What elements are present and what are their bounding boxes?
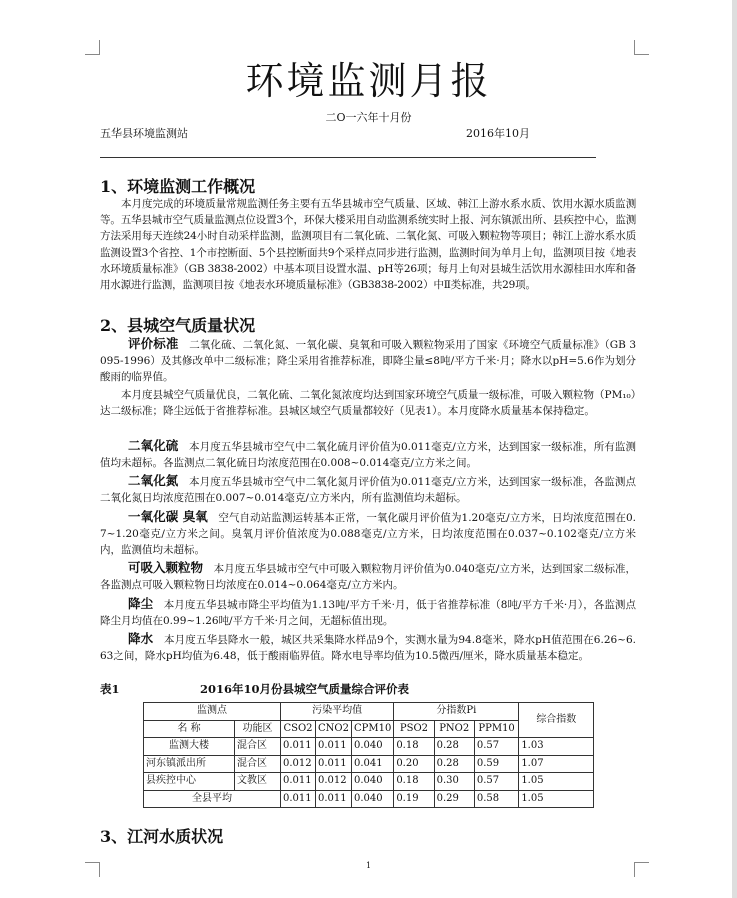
rain-paragraph (100, 631, 636, 664)
header-p-pm10: PPM10 (474, 720, 518, 738)
dust-term: 降尘 (128, 596, 154, 611)
station-name: 五华县环境监测站 (100, 127, 188, 140)
cell-c-so2: 0.011 (281, 790, 316, 808)
table-row (144, 773, 594, 791)
co-o3-term: 一氧化碳 臭氧 (128, 509, 208, 524)
pm10-paragraph (100, 560, 636, 593)
section-heading-overview: 1、环境监测工作概况 (100, 177, 256, 196)
overview-paragraph: 本月度完成的环境质量常规监测任务主要有五华县城市空气质量、区域、韩江上游水系水质、饮用水源水质监测等。五华县城市空气质量监测点位设置3个，环保大楼采用自动监测系统实时上报、河东镇派出所、县疾控中心，监测方法采用每天连续24小时自动采样监测，监测项目有二氧化硫、二氧化氮、可吸入颗粒物等项目；韩江上游水系水质监测设置3个省控、1个市控断面、5个县控断面共9个采样点同步进行监测，监测时间为单月上旬，监测项目按《地表水环境质量标准》（GB 3838-2002）中基本项目设置水温、pH等26项；每月上旬对县城生活饮用水源桂田水库和备用水源进行监测，监测项目按《地表水环境质量标准》（GB3838-2002）中Ⅱ类标准，共29项。 (100, 198, 636, 292)
table-label: 表1 (100, 682, 120, 696)
cell-name: 县疾控中心 (144, 773, 235, 791)
cell-c-so2: 0.011 (281, 738, 316, 756)
so2-text: 本月度五华县城市空气中二氧化硫月评价值为0.011毫克/立方米，达到国家一级标准，所有监测值均未超标。各监测点二氧化硫日均浓度范围在0.008~0.014毫克/立方米之间。 (100, 441, 636, 470)
so2-term: 二氧化硫 (128, 438, 179, 453)
section-heading-air: 2、县城空气质量状况 (100, 316, 256, 335)
dust-text: 本月度五华县城市降尘平均值为1.13吨/平方千米·月，低于省推荐标准（8吨/平方千米·月），各监测点降尘月均值在0.99~1.26吨/平方千米·月之间，无超标值出现。 (100, 599, 636, 628)
cell-composite: 1.05 (519, 790, 594, 808)
rain-text: 本月度五华县降水一般，城区共采集降水样品9个，实测水量为94.8毫米，降水pH值范围在6.26~6.63之间，降水pH均值为6.48，低于酸雨临界值。降水电导率均值为10.5微西/厘米，降水质量基本稳定。 (100, 634, 636, 663)
cell-total-name: 全县平均 (144, 790, 281, 808)
table-total-row (144, 790, 594, 808)
no2-text: 本月度五华县城市空气中二氧化氮月评价值为0.011毫克/立方米，达到国家一级标准，各监测点二氧化氮日均浓度范围在0.007~0.014毫克/立方米内，所有监测值均未超标。 (100, 476, 636, 505)
cell-p-so2: 0.18 (394, 773, 434, 791)
cell-name: 监测大楼 (144, 738, 235, 756)
cell-p-pm10: 0.58 (474, 790, 518, 808)
co-o3-text: 空气自动站监测运转基本正常，一氧化碳月评价值为1.20毫克/立方米，日均浓度范围在0.7~1.20毫克/立方米之间。臭氧月评价值浓度为0.088毫克/立方米，日均浓度范围在0.037~0.102毫克/立方米内，监测值均未超标。 (100, 512, 637, 557)
cell-c-pm10: 0.041 (351, 755, 393, 773)
crop-mark-top-right (634, 40, 649, 55)
table-caption: 2016年10月份县城空气质量综合评价表 (200, 682, 410, 696)
table-row (144, 755, 594, 773)
cell-p-so2: 0.20 (394, 755, 434, 773)
cell-c-no2: 0.011 (316, 738, 352, 756)
header-rule (100, 157, 596, 158)
no2-term: 二氧化氮 (128, 473, 179, 488)
criteria-paragraph (100, 336, 636, 386)
cell-p-no2: 0.28 (434, 738, 474, 756)
so2-paragraph (100, 438, 636, 471)
no2-paragraph (100, 473, 636, 506)
section-heading-water: 3、江河水质状况 (100, 827, 224, 846)
header-name: 名 称 (144, 720, 235, 738)
pm10-term: 可吸入颗粒物 (128, 560, 204, 575)
header-station: 监测点 (144, 703, 281, 721)
rain-term: 降水 (128, 631, 154, 646)
header-composite-index: 综合指数 (519, 703, 594, 738)
cell-c-so2: 0.012 (281, 755, 316, 773)
pm10-text: 本月度五华县城市空气中可吸入颗粒物月评价值为0.040毫克/立方米，达到国家二级标准，各监测点可吸入颗粒物日均浓度在0.014~0.064毫克/立方米内。 (100, 563, 636, 592)
cell-c-pm10: 0.040 (351, 790, 393, 808)
cell-zone: 文教区 (234, 773, 280, 791)
cell-p-pm10: 0.57 (474, 738, 518, 756)
cell-c-no2: 0.011 (316, 790, 352, 808)
header-c-so2: CSO2 (281, 720, 316, 738)
header-c-no2: CNO2 (316, 720, 352, 738)
cell-name: 河东镇派出所 (144, 755, 235, 773)
cell-c-so2: 0.011 (281, 773, 316, 791)
table-row (144, 738, 594, 756)
cell-p-no2: 0.30 (434, 773, 474, 791)
header-p-no2: PNO2 (434, 720, 474, 738)
air-summary-paragraph: 本月度县城空气质量优良，二氧化硫、二氧化氮浓度均达到国家环境空气质量一级标准，可吸入颗粒物（PM₁₀）达二级标准；降尘远低于省推荐标准。县城区域空气质量都较好（见表1）。本月度降水质量基本保持稳定。 (100, 389, 636, 418)
header-sub-index: 分指数Pi (394, 703, 519, 721)
co-o3-paragraph (100, 509, 636, 559)
cell-composite: 1.07 (519, 755, 594, 773)
cell-p-pm10: 0.59 (474, 755, 518, 773)
cell-p-so2: 0.19 (394, 790, 434, 808)
criteria-text: 二氧化硫、二氧化氮、一氧化碳、臭氧和可吸入颗粒物采用了国家《环境空气质量标准》（GB 3095-1996）及其修改单中二级标准；降尘采用省推荐标准，即降尘量≤8吨/平方千米·月；降水以pH=5.6作为划分酸雨的临界值。 (100, 339, 636, 384)
page-edge-scrollbar (732, 0, 737, 898)
header-pollutant-avg: 污染平均值 (281, 703, 394, 721)
cell-zone: 混合区 (234, 738, 280, 756)
air-quality-table (143, 702, 594, 808)
report-title: 环境监测月报 (245, 59, 492, 103)
cell-p-so2: 0.18 (394, 738, 434, 756)
page-number: 1 (365, 861, 372, 870)
report-subtitle: 二O一六年十月份 (325, 111, 412, 124)
header-p-so2: PSO2 (394, 720, 434, 738)
cell-composite: 1.05 (519, 773, 594, 791)
crop-mark-top-left (85, 40, 100, 55)
header-zone: 功能区 (234, 720, 280, 738)
table-header-row (144, 703, 594, 721)
cell-composite: 1.03 (519, 738, 594, 756)
cell-c-no2: 0.011 (316, 755, 352, 773)
cell-p-no2: 0.28 (434, 755, 474, 773)
cell-c-pm10: 0.040 (351, 738, 393, 756)
header-c-pm10: CPM10 (351, 720, 393, 738)
cell-p-pm10: 0.57 (474, 773, 518, 791)
dust-paragraph (100, 596, 636, 629)
report-month: 2016年10月 (466, 127, 530, 140)
criteria-term: 评价标准 (128, 336, 179, 351)
cell-c-no2: 0.012 (316, 773, 352, 791)
cell-c-pm10: 0.040 (351, 773, 393, 791)
cell-zone: 混合区 (234, 755, 280, 773)
cell-p-no2: 0.29 (434, 790, 474, 808)
